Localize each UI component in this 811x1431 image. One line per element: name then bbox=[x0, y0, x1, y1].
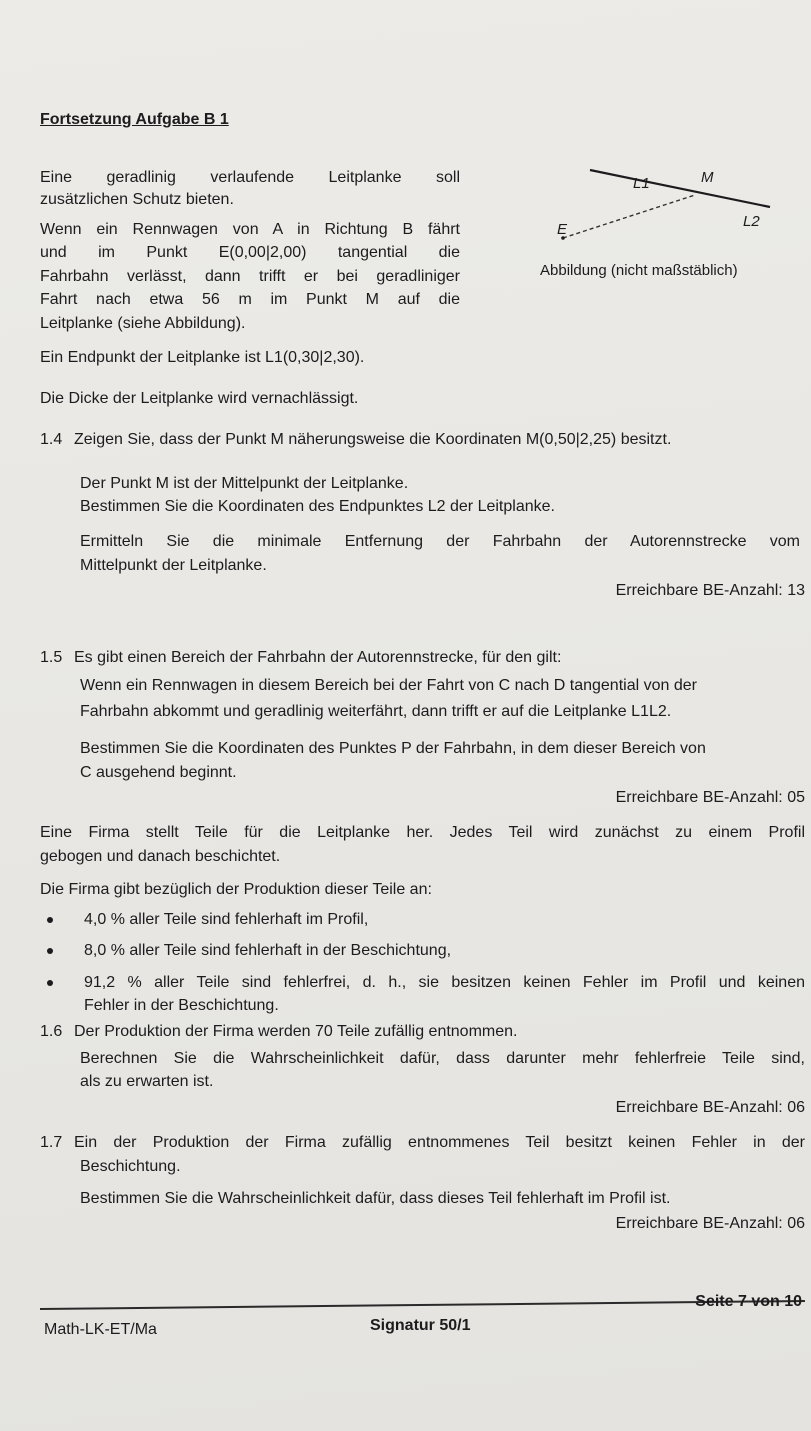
task-line: als zu erwarten ist. bbox=[80, 1073, 214, 1090]
intro-line: Leitplanke (siehe Abbildung). bbox=[40, 315, 246, 332]
bullet-text: 8,0 % aller Teile sind fehlerhaft in der Beschichtung, bbox=[84, 942, 452, 959]
section-heading: Fortsetzung Aufgabe B 1 bbox=[40, 111, 229, 128]
label-e: E bbox=[557, 221, 568, 238]
bullet-text: Fehler in der Beschichtung. bbox=[84, 997, 279, 1014]
figure-caption: Abbildung (nicht maßstäblich) bbox=[540, 262, 738, 279]
task-line: Ein der Produktion der Firma zufällig entnommenes Teil besitzt keinen Fehler in der bbox=[74, 1134, 805, 1151]
task-number: 1.6 bbox=[40, 1023, 63, 1040]
intro-line: und im Punkt E(0,00|2,00) tangential die bbox=[40, 244, 460, 261]
task-line: Fahrbahn abkommt und geradlinig weiterfährt, dann trifft er auf die Leitplanke L1L2. bbox=[80, 703, 672, 720]
label-l2: L2 bbox=[743, 213, 760, 230]
intro-line: Ein Endpunkt der Leitplanke ist L1(0,30|2,30). bbox=[40, 349, 365, 366]
intro-line: Fahrbahn verlässt, dann trifft er bei geradliniger bbox=[40, 268, 460, 285]
task-line: Wenn ein Rennwagen in diesem Bereich bei der Fahrt von C nach D tangential von der bbox=[80, 677, 697, 694]
bullet-text: 4,0 % aller Teile sind fehlerhaft im Profil, bbox=[84, 911, 369, 928]
bullet-dot bbox=[47, 980, 53, 986]
bullet-text: 91,2 % aller Teile sind fehlerfrei, d. h., sie besitzen keinen Fehler im Profil und keinen bbox=[84, 974, 805, 991]
guardrail-figure bbox=[545, 160, 785, 240]
label-l1: L1 bbox=[633, 175, 650, 192]
trajectory-line bbox=[563, 195, 695, 238]
intro-line: Die Dicke der Leitplanke wird vernachlässigt. bbox=[40, 390, 359, 407]
task-line: Mittelpunkt der Leitplanke. bbox=[80, 557, 267, 574]
intro-line: zusätzlichen Schutz bieten. bbox=[40, 191, 234, 208]
guardrail-line bbox=[590, 170, 770, 207]
task-number: 1.5 bbox=[40, 649, 63, 666]
company-line: Eine Firma stellt Teile für die Leitplanke her. Jedes Teil wird zunächst zu einem Profil bbox=[40, 824, 805, 841]
company-line: gebogen und danach beschichtet. bbox=[40, 848, 281, 865]
task-line: Bestimmen Sie die Koordinaten des Punktes P der Fahrbahn, in dem dieser Bereich von bbox=[80, 740, 706, 757]
footer-signature: Signatur 50/1 bbox=[370, 1317, 471, 1334]
task-line: Beschichtung. bbox=[80, 1158, 181, 1175]
task-number: 1.4 bbox=[40, 431, 63, 448]
bullet-dot bbox=[47, 917, 53, 923]
task-line: Zeigen Sie, dass der Punkt M näherungsweise die Koordinaten M(0,50|2,25) besitzt. bbox=[74, 431, 672, 448]
task-line: Der Produktion der Firma werden 70 Teile zufällig entnommen. bbox=[74, 1023, 518, 1040]
task-line: Bestimmen Sie die Koordinaten des Endpunktes L2 der Leitplanke. bbox=[80, 498, 555, 515]
score-label: Erreichbare BE-Anzahl: 06 bbox=[615, 1215, 805, 1232]
intro-line: Fahrt nach etwa 56 m im Punkt M auf die bbox=[40, 291, 460, 308]
footer-course-code: Math-LK-ET/Ma bbox=[44, 1321, 157, 1338]
task-line: C ausgehend beginnt. bbox=[80, 764, 237, 781]
task-line: Es gibt einen Bereich der Fahrbahn der Autorennstrecke, für den gilt: bbox=[74, 649, 562, 666]
label-m: M bbox=[701, 169, 714, 186]
company-line: Die Firma gibt bezüglich der Produktion dieser Teile an: bbox=[40, 881, 432, 898]
score-label: Erreichbare BE-Anzahl: 13 bbox=[615, 582, 805, 599]
bullet-dot bbox=[47, 948, 53, 954]
page-number: Seite 7 von 10 bbox=[695, 1293, 802, 1310]
task-line: Der Punkt M ist der Mittelpunkt der Leitplanke. bbox=[80, 475, 409, 492]
task-number: 1.7 bbox=[40, 1134, 63, 1151]
intro-line: Wenn ein Rennwagen von A in Richtung B fährt bbox=[40, 221, 460, 238]
task-line: Ermitteln Sie die minimale Entfernung der Fahrbahn der Autorennstrecke vom bbox=[80, 533, 800, 550]
intro-line: Eine geradlinig verlaufende Leitplanke soll bbox=[40, 169, 460, 186]
task-line: Bestimmen Sie die Wahrscheinlichkeit dafür, dass dieses Teil fehlerhaft im Profil ist. bbox=[80, 1190, 671, 1207]
score-label: Erreichbare BE-Anzahl: 06 bbox=[615, 1099, 805, 1116]
task-line: Berechnen Sie die Wahrscheinlichkeit dafür, dass darunter mehr fehlerfreie Teile sind, bbox=[80, 1050, 805, 1067]
score-label: Erreichbare BE-Anzahl: 05 bbox=[615, 789, 805, 806]
